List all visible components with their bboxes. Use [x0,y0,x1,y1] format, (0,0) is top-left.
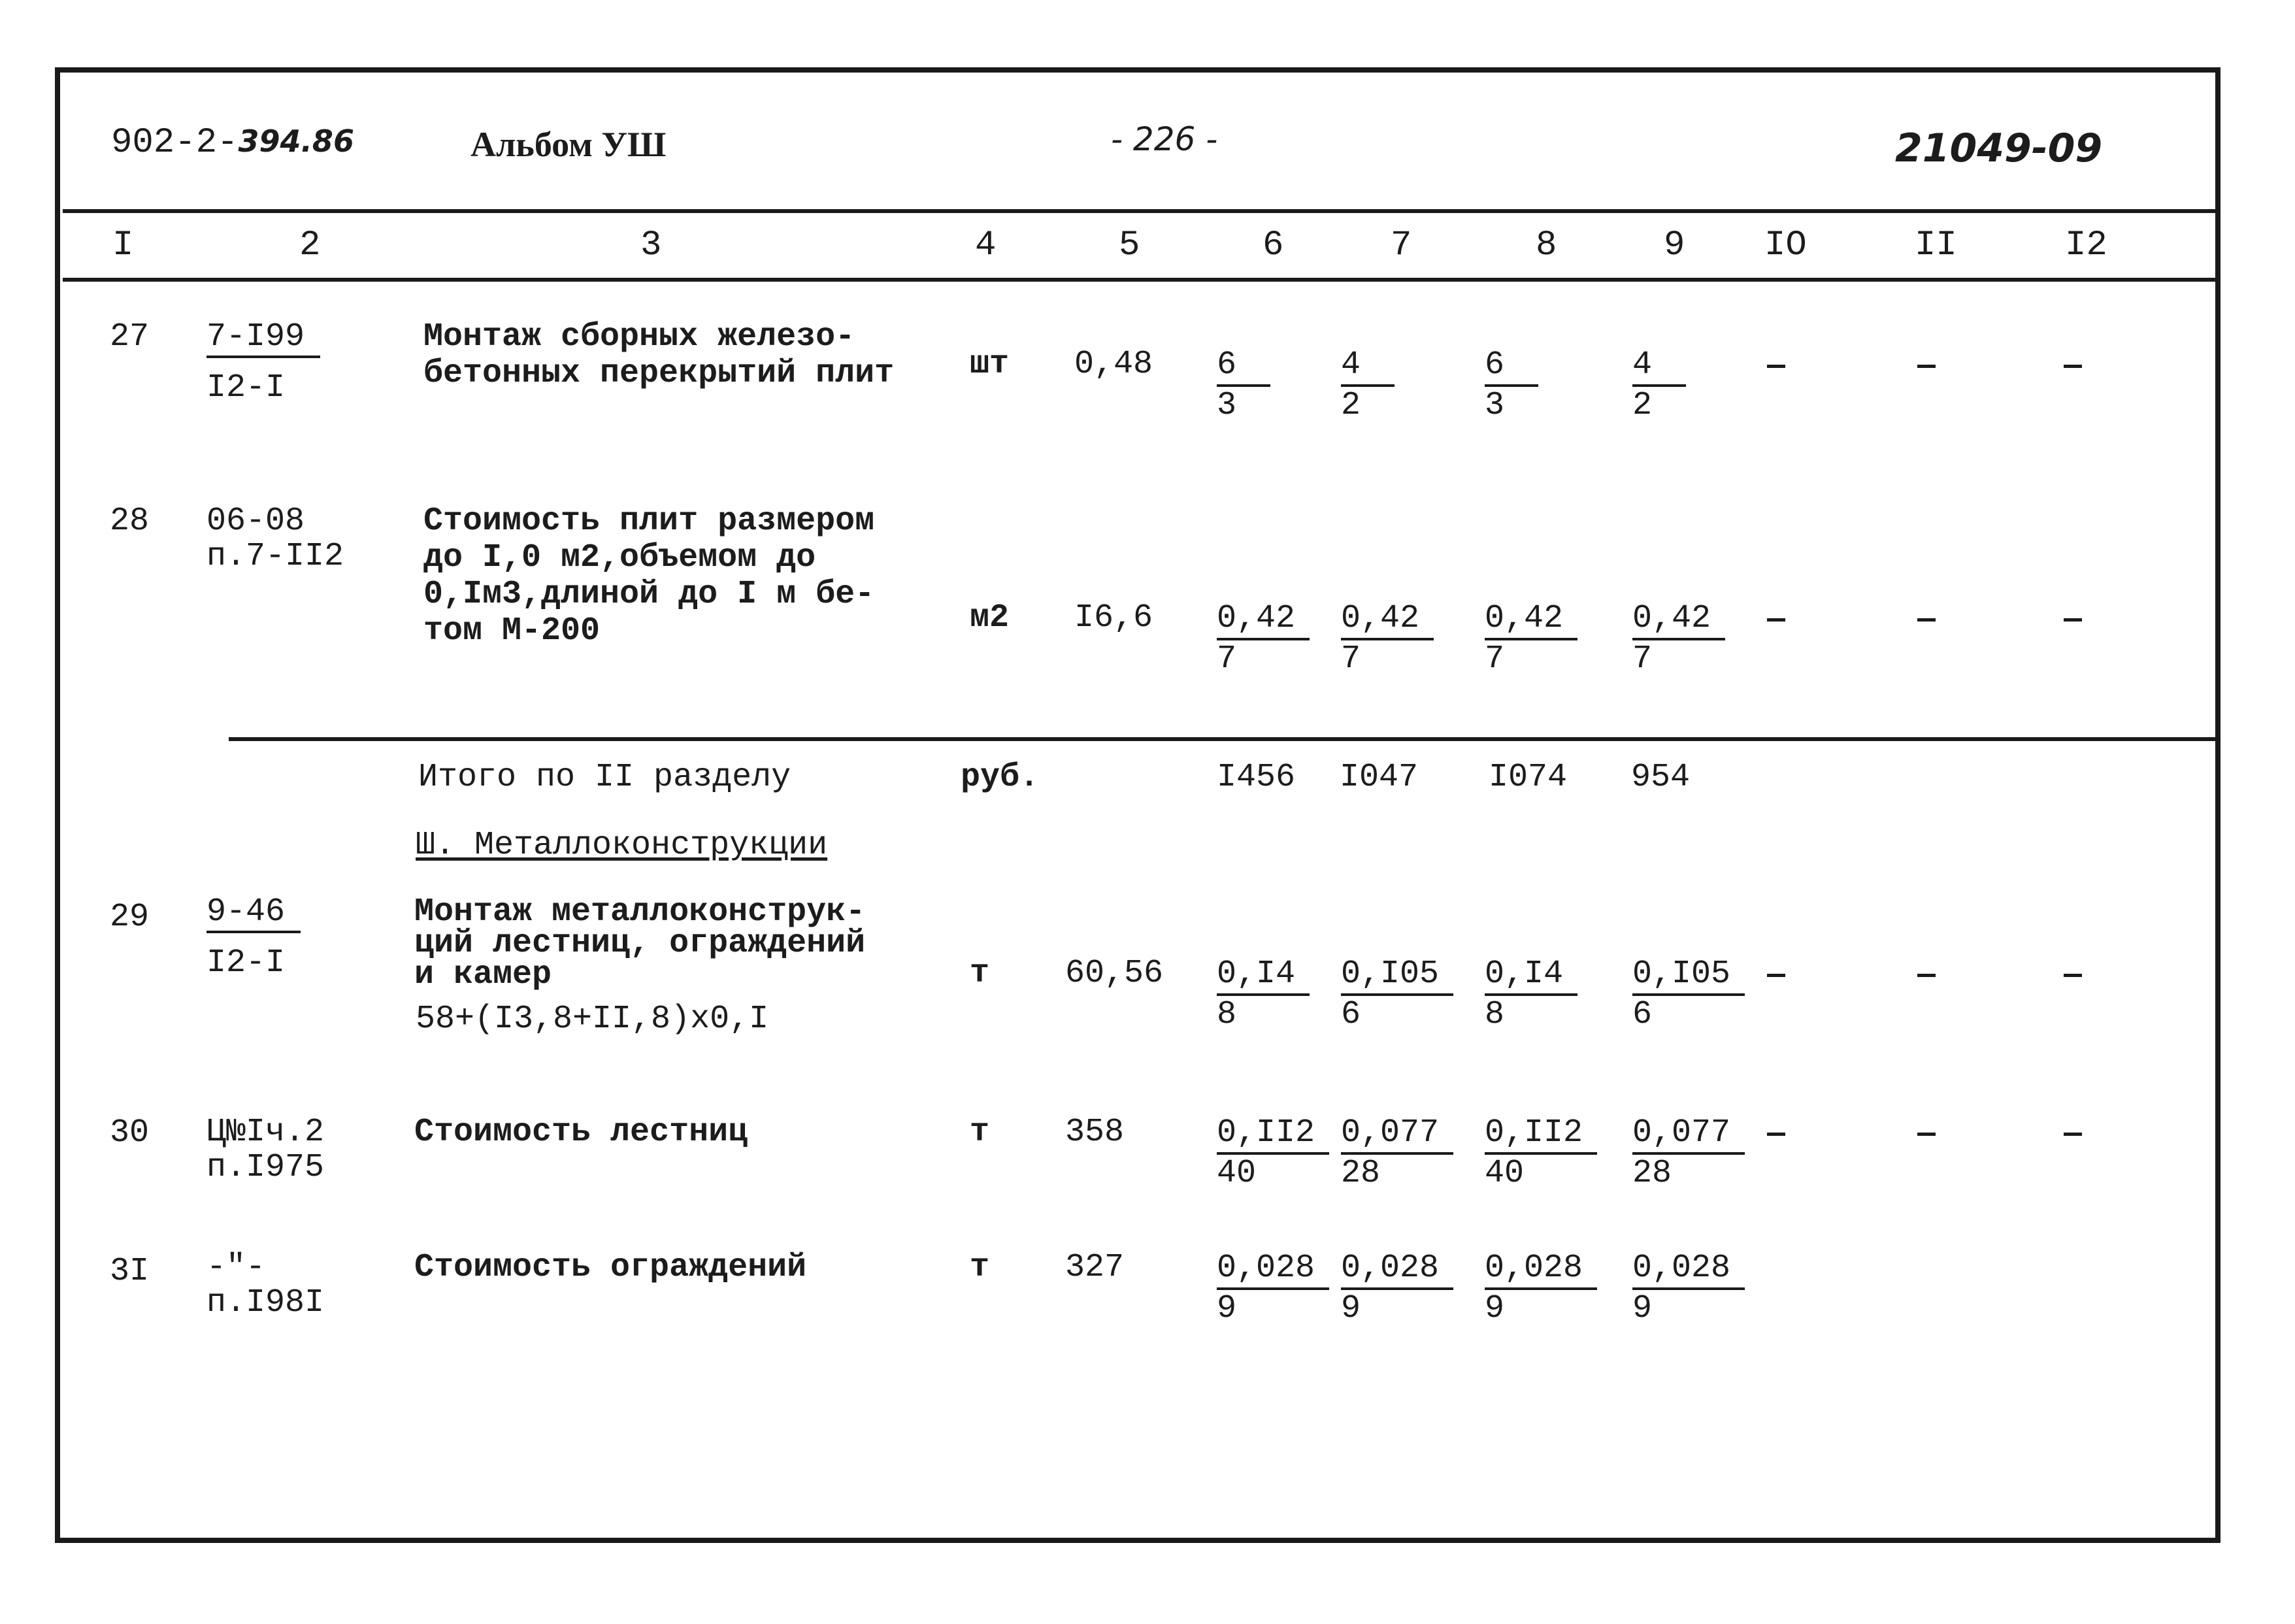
fraction-numerator: 0,028 [1341,1250,1453,1290]
row-unit: м2 [970,599,1010,637]
empty-cell-dash [1917,618,1936,621]
page-number: - 226 - [1111,120,1218,158]
row-fraction-c8 [1485,1114,1597,1193]
row-number: 3I [110,1253,150,1290]
column-number: 8 [1536,225,1557,265]
row-fraction-c6 [1217,955,1310,1034]
header-rule-bottom [63,278,2219,282]
column-number: II [1915,225,1957,265]
fraction-denominator: 9 [1341,1290,1361,1327]
row-fraction-c7 [1341,600,1434,678]
row-fraction-c7 [1341,1250,1453,1328]
row-description-line: ций лестниц, ограждений [414,925,866,962]
fraction-numerator: 0,II2 [1217,1114,1329,1155]
fraction-numerator: 6 [1485,346,1538,387]
total-unit: руб. [961,759,1040,796]
fraction-denominator: 7 [1485,640,1505,678]
column-number: 6 [1263,225,1284,265]
page-frame [55,67,2221,1543]
row-description-line: Стоимость лестниц [414,1114,748,1151]
fraction-numerator: 0,028 [1217,1250,1329,1290]
fraction-numerator: 0,I05 [1341,955,1453,996]
total-col7: I047 [1340,759,1419,796]
fraction-denominator: 7 [1632,640,1653,678]
column-number: 7 [1391,225,1412,265]
row-description-line: Стоимость плит размером [423,503,875,540]
row-quantity: 60,56 [1065,955,1164,992]
row-fraction-c8 [1485,346,1538,425]
fraction-numerator: 0,42 [1217,600,1310,640]
header-rule-top [63,209,2219,213]
fraction-denominator: 7 [1217,640,1237,678]
row-fraction-c9 [1632,1114,1745,1193]
row-quantity: 0,48 [1074,346,1153,383]
fraction-numerator: 0,028 [1632,1250,1745,1290]
fraction-denominator: 2 [1341,387,1361,424]
column-number: 9 [1664,225,1685,265]
sheet-code: 21049-09 [1895,125,2103,171]
empty-cell-dash [1917,365,1936,368]
fraction-denominator: 7 [1341,640,1361,678]
fraction-numerator: 0,077 [1632,1114,1745,1155]
fraction-numerator: 0,42 [1341,600,1434,640]
fraction-denominator: 6 [1341,996,1361,1033]
total-col9: 954 [1631,759,1691,796]
fraction-denominator: 3 [1485,387,1505,424]
column-number: IO [1764,225,1807,265]
fraction-denominator: 9 [1217,1290,1237,1327]
row-code-top: 06-08 [206,503,305,540]
row-number: 30 [110,1114,150,1152]
fraction-denominator: 6 [1632,996,1653,1033]
empty-cell-dash [2064,1133,2082,1136]
row-code-bottom: п.I98I [206,1284,325,1321]
row-description-line: и камер [414,956,552,993]
row-fraction-c7 [1341,1114,1453,1193]
fraction-numerator: 0,028 [1485,1250,1597,1290]
fraction-numerator: 0,II2 [1485,1114,1597,1155]
row-quantity: 358 [1065,1114,1125,1151]
row-code-bottom: I2-I [206,944,286,982]
column-number: 3 [640,225,662,265]
row-description-line: 0,Iм3,длиной до I м бе- [423,576,875,613]
row-fraction-c6 [1217,1250,1329,1328]
fraction-denominator: 2 [1632,387,1653,424]
row-number: 27 [110,318,150,356]
total-label: Итого по II разделу [418,759,791,796]
row-fraction-c8 [1485,955,1577,1034]
row-fraction-c9 [1632,600,1725,678]
row-code-bottom: I2-I [206,369,286,406]
row-unit: т [970,1249,990,1286]
fraction-denominator: 3 [1217,387,1237,424]
fraction-numerator: 0,42 [1485,600,1577,640]
row-fraction-c9 [1632,346,1686,425]
column-number: 5 [1119,225,1140,265]
empty-cell-dash [1917,974,1936,977]
empty-cell-dash [1767,365,1785,368]
empty-cell-dash [2064,365,2082,368]
total-col8: I074 [1489,759,1568,796]
row-description-line: Монтаж сборных железо- [423,318,855,356]
fraction-denominator: 40 [1217,1155,1257,1192]
row-description-line: том М-200 [423,612,601,650]
row-code-bottom: п.7-II2 [206,538,344,575]
column-number: 2 [299,225,321,265]
row-fraction-c7 [1341,955,1453,1034]
fraction-denominator: 8 [1485,996,1505,1033]
column-number: I2 [2065,225,2107,265]
fraction-numerator: 0,I4 [1485,955,1577,996]
row-description-line: бетонных перекрытий плит [423,355,895,392]
row-code-top: 9-46 [206,894,301,933]
album-label: Альбом УШ [471,125,667,164]
fraction-denominator: 9 [1485,1290,1505,1327]
empty-cell-dash [2064,618,2082,621]
fraction-numerator: 0,077 [1341,1114,1453,1155]
row-fraction-c6 [1217,600,1310,678]
fraction-numerator: 6 [1217,346,1270,387]
row-code-bottom: п.I975 [206,1149,325,1186]
fraction-denominator: 8 [1217,996,1237,1033]
row-fraction-c7 [1341,346,1395,425]
empty-cell-dash [1767,618,1785,621]
row-description-line: Монтаж металлоконструк- [414,893,866,931]
row-description-line: Стоимость ограждений [414,1249,807,1286]
row-unit: шт [970,346,1010,383]
fraction-numerator: 4 [1341,346,1395,387]
fraction-denominator: 40 [1485,1155,1525,1192]
row-formula: 58+(I3,8+II,8)x0,I [416,1001,769,1038]
fraction-numerator: 0,42 [1632,600,1725,640]
row-number: 29 [110,899,150,936]
row-number: 28 [110,503,150,540]
row-fraction-c6 [1217,1114,1329,1193]
column-number: I [112,225,134,265]
row-description-line: до I,0 м2,объемом до [423,539,816,576]
section-title: Ш. Металлоконструкции [416,827,828,864]
empty-cell-dash [1767,1133,1785,1136]
fraction-numerator: 4 [1632,346,1686,387]
section-total-rule [229,737,2218,741]
empty-cell-dash [1917,1133,1936,1136]
fraction-denominator: 28 [1341,1155,1381,1192]
column-number: 4 [975,225,997,265]
row-unit: т [970,955,990,992]
empty-cell-dash [1767,974,1785,977]
row-fraction-c8 [1485,600,1577,678]
fraction-numerator: 0,I05 [1632,955,1745,996]
row-fraction-c9 [1632,1250,1745,1328]
total-col6: I456 [1217,759,1296,796]
empty-cell-dash [2064,974,2082,977]
doc-code: 902-2-394.86 [111,123,354,163]
row-code-top: 7-I99 [206,319,320,358]
row-code-top: -"- [206,1249,266,1286]
row-fraction-c9 [1632,955,1745,1034]
fraction-denominator: 28 [1632,1155,1672,1192]
row-fraction-c6 [1217,346,1270,425]
row-quantity: 327 [1065,1249,1125,1286]
row-unit: т [970,1114,990,1151]
row-fraction-c8 [1485,1250,1597,1328]
fraction-numerator: 0,I4 [1217,955,1310,996]
fraction-denominator: 9 [1632,1290,1653,1327]
row-quantity: I6,6 [1074,599,1153,637]
row-code-top: Ц№Iч.2 [206,1114,325,1151]
